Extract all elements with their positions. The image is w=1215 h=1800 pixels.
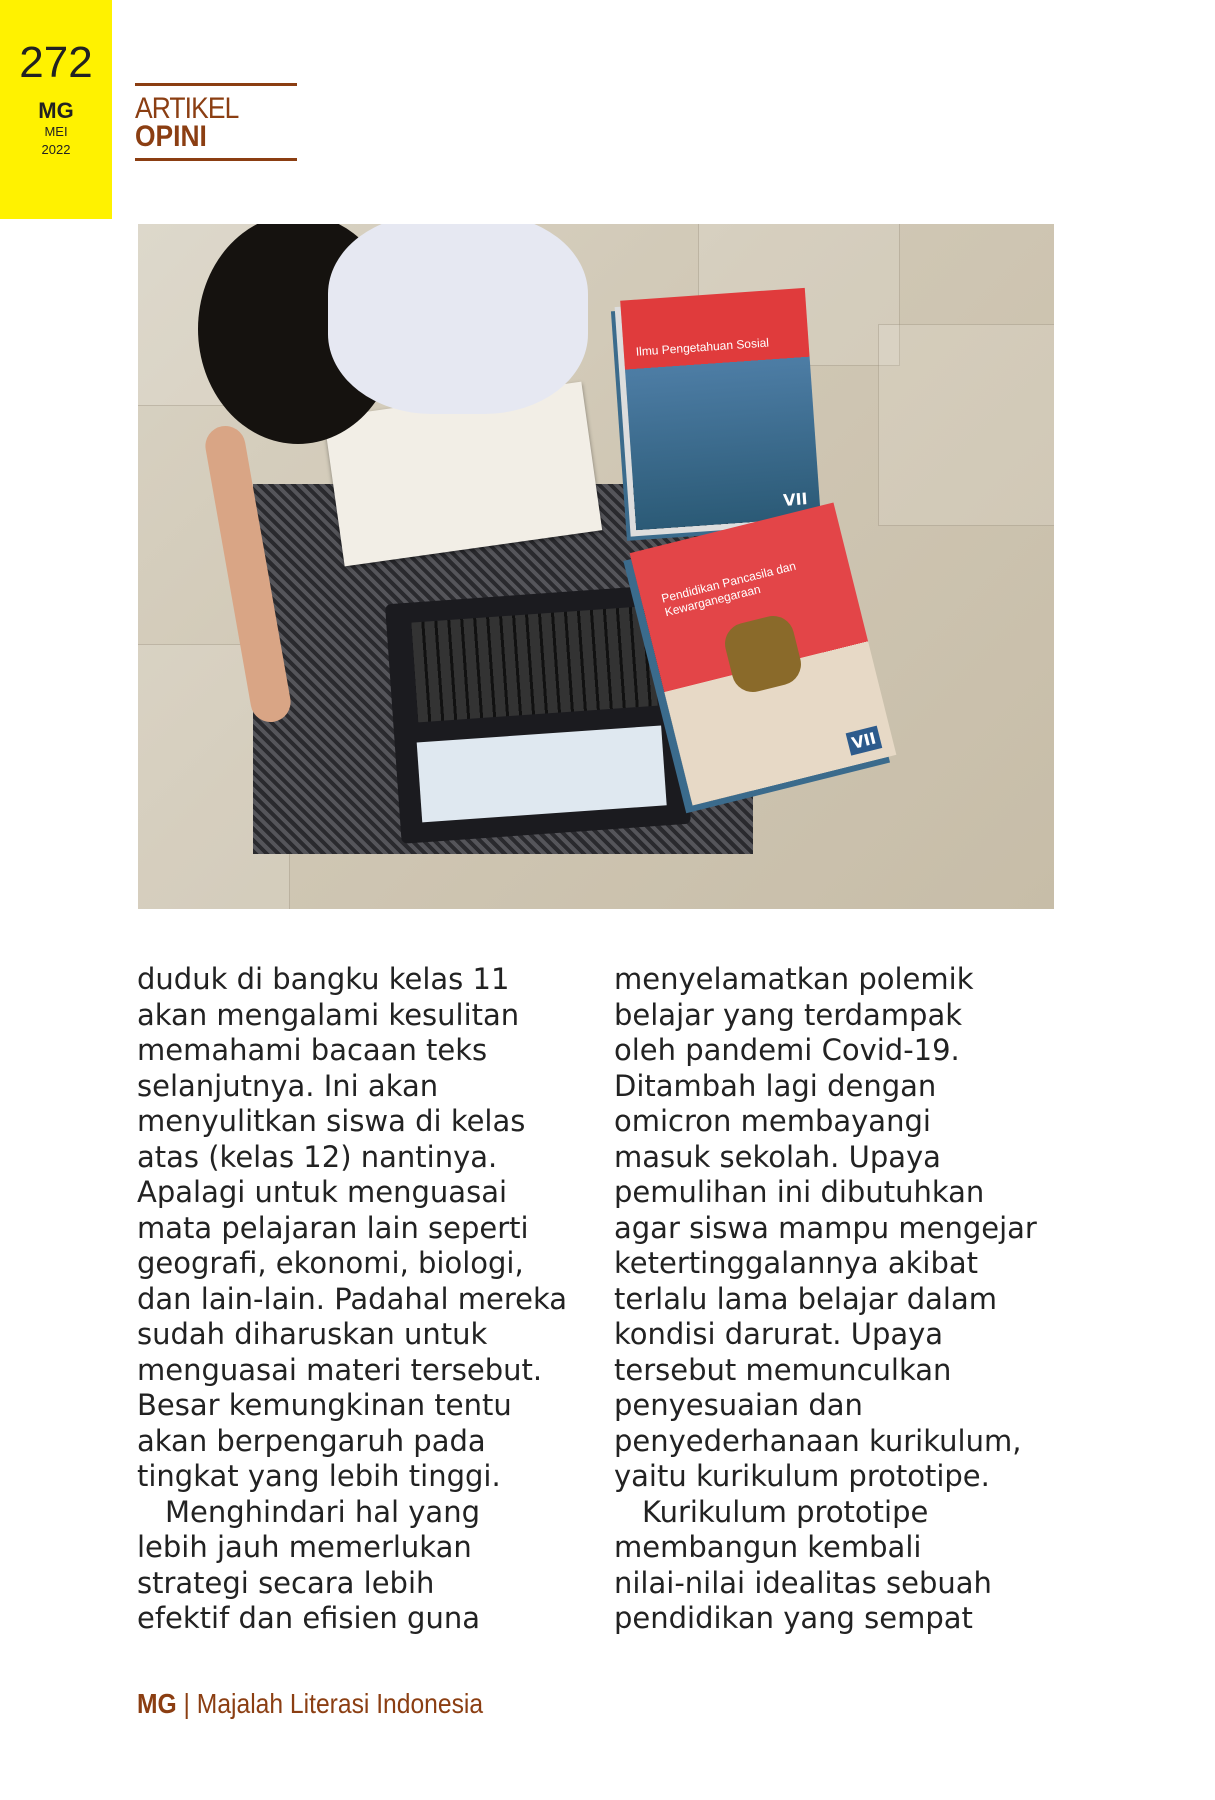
book-ips — [620, 288, 821, 530]
text-line: pemulihan ini dibutuhkan — [614, 1175, 985, 1209]
footer-brand: MG — [137, 1688, 177, 1719]
page-tab — [0, 0, 112, 219]
text-line: memahami bacaan teks — [137, 1033, 488, 1067]
book-ips-title: Ilmu Pengetahuan Sosial — [635, 335, 770, 359]
article-photo — [138, 224, 1054, 909]
text-line: sudah diharuskan untuk — [137, 1317, 488, 1351]
footer-separator: | — [176, 1688, 197, 1719]
kicker-bottom-rule — [135, 158, 297, 161]
text-line: pendidikan yang sempat — [614, 1601, 973, 1635]
text-line: penyesuaian dan — [614, 1388, 863, 1422]
kicker-top-rule — [135, 83, 297, 86]
issue-year: 2022 — [41, 142, 71, 157]
book-ips-grade: VII — [782, 489, 809, 510]
text-line: yaitu kurikulum prototipe. — [614, 1459, 990, 1493]
text-line: geografi, ekonomi, biologi, — [137, 1246, 524, 1280]
text-line: oleh pandemi Covid-19. — [614, 1033, 960, 1067]
text-line: omicron membayangi — [614, 1104, 931, 1138]
article-column-right — [614, 962, 1037, 1637]
text-line: terlalu lama belajar dalam — [614, 1281, 997, 1316]
text-line: agar siswa mampu mengejar — [614, 1210, 1037, 1245]
book-ppkn-grade: VII — [845, 726, 882, 756]
article-column-left — [137, 962, 567, 1637]
text-line: Menghindari hal yang — [165, 1494, 480, 1529]
text-line: selanjutnya. Ini akan — [137, 1068, 439, 1103]
text-line: efektif dan efisien guna — [137, 1601, 480, 1635]
laptop — [385, 584, 691, 844]
book-ppkn-title: Pendidikan Pancasila dan Kewarganegaraan — [659, 558, 798, 620]
text-line: ketertinggalannya akibat — [614, 1246, 979, 1280]
text-line: masuk sekolah. Upaya — [614, 1139, 941, 1174]
footer-title: Majalah Literasi Indonesia — [196, 1688, 484, 1719]
text-line: menguasai materi tersebut. — [137, 1352, 543, 1387]
text-line: akan mengalami kesulitan — [137, 997, 520, 1032]
text-line: dan lain-lain. Padahal mereka — [137, 1281, 568, 1316]
text-line: strategi secara lebih — [137, 1565, 435, 1600]
kicker-artikel: ARTIKEL — [135, 92, 239, 125]
text-line: Besar kemungkinan tentu — [137, 1388, 512, 1422]
text-line: Kurikulum prototipe — [642, 1494, 929, 1529]
page-footer — [137, 1688, 483, 1720]
kicker-opini: OPINI — [135, 120, 207, 153]
text-line: menyelamatkan polemik — [614, 962, 974, 996]
text-line: nilai-nilai idealitas sebuah — [614, 1565, 992, 1600]
text-line: belajar yang terdampak — [614, 997, 963, 1032]
page-number: 272 — [19, 38, 93, 87]
text-line: Apalagi untuk menguasai — [137, 1175, 508, 1209]
text-line: Ditambah lagi dengan — [614, 1068, 937, 1103]
text-line: duduk di bangku kelas 11 — [137, 962, 510, 996]
text-line: lebih jauh memerlukan — [137, 1530, 472, 1564]
text-line: atas (kelas 12) nantinya. — [137, 1139, 498, 1174]
text-line: mata pelajaran lain seperti — [137, 1210, 529, 1245]
text-line: membangun kembali — [614, 1530, 922, 1564]
text-line: tingkat yang lebih tinggi. — [137, 1459, 501, 1493]
issue-month: MEI — [44, 124, 68, 139]
brand-label: MG — [38, 98, 74, 123]
text-line: menyulitkan siswa di kelas — [137, 1104, 526, 1138]
text-line: akan berpengaruh pada — [137, 1423, 486, 1458]
text-line: kondisi darurat. Upaya — [614, 1317, 944, 1351]
text-line: penyederhanaan kurikulum, — [614, 1423, 1022, 1458]
text-line: tersebut memunculkan — [614, 1352, 952, 1387]
